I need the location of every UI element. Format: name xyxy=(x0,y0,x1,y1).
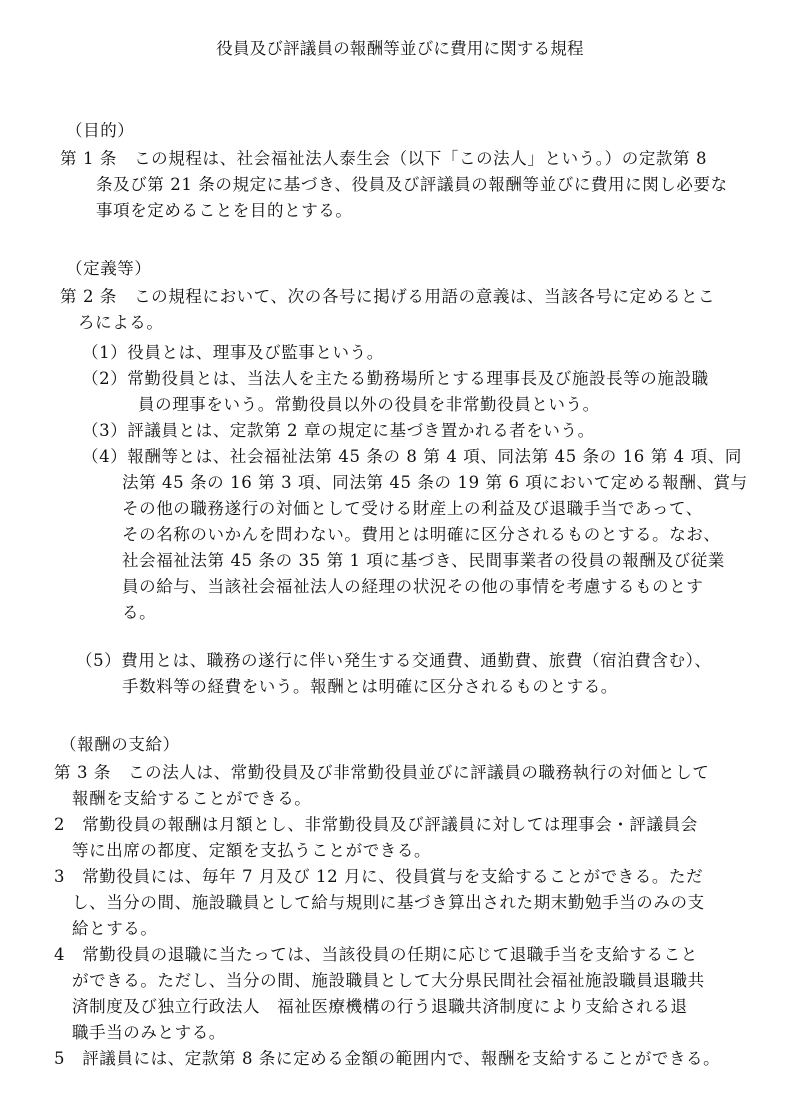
list-item: （3）評議員とは、定款第 2 章の規定に基づき置かれる者をいう。 xyxy=(82,421,595,440)
list-item-continuation: その他の職務遂行の対価として受ける財産上の利益及び退職手当であって、 xyxy=(122,499,703,518)
paragraph-line: 済制度及び独立行政法人 福祉医療機構の行う退職共済制度により支給される退 xyxy=(72,997,688,1016)
article-2-body xyxy=(60,284,715,336)
list-item-continuation: る。 xyxy=(122,603,157,622)
list-item-continuation: 手数料等の経費をいう。報酬とは明確に区分されるものとする。 xyxy=(122,677,618,696)
list-item-continuation: 法第 45 条の 16 第 3 項、同法第 45 条の 19 第 6 項において定める報酬、賞与 xyxy=(122,473,748,492)
article-1-heading: （目的） xyxy=(66,121,135,140)
paragraph-line: 給とする。 xyxy=(72,919,158,938)
list-item-continuation: その名称のいかんを問わない。費用とは明確に区分されるものとする。なお、 xyxy=(122,525,721,544)
paragraph-line: ができる。ただし、当分の間、施設職員として大分県民間社会福祉施設職員退職共 xyxy=(72,971,705,990)
list-item: （4）報酬等とは、社会福祉法第 45 条の 8 第 4 項、同法第 45 条の 16 第 4 項、同 xyxy=(82,447,742,466)
document-title: 役員及び評議員の報酬等並びに費用に関する規程 xyxy=(216,39,584,58)
article-2-item-5 xyxy=(60,648,712,700)
paragraph-line: 条及び第 21 条の規定に基づき、役員及び評議員の報酬等並びに費用に関し必要な xyxy=(96,175,728,194)
paragraph-line: 第 3 条 この法人は、常勤役員及び非常勤役員並びに評議員の職務執行の対価として xyxy=(54,763,710,782)
paragraph-line: 5 評議員には、定款第 8 条に定める金額の範囲内で、報酬を支給することができる。 xyxy=(54,1049,721,1068)
article-2-items-1-4 xyxy=(60,340,748,626)
list-item: （1）役員とは、理事及び監事という。 xyxy=(82,343,384,362)
paragraph-line: 第 2 条 この規程において、次の各号に掲げる用語の意義は、当該各号に定めるとこ xyxy=(60,287,716,306)
paragraph-line: 報酬を支給することができる。 xyxy=(72,789,312,808)
paragraph-line: 2 常勤役員の報酬は月額とし、非常勤役員及び評議員に対しては理事会・評議員会 xyxy=(54,815,698,834)
paragraph-line: 3 常勤役員には、毎年 7 月及び 12 月に、役員賞与を支給することができる。ただ xyxy=(54,867,704,886)
paragraph-line: し、当分の間、施設職員として給与規則に基づき算出された期末勤勉手当のみの支 xyxy=(72,893,705,912)
article-2-heading: （定義等） xyxy=(66,259,152,278)
paragraph-line: 等に出席の都度、定額を支払うことができる。 xyxy=(72,841,432,860)
article-3-heading: （報酬の支給） xyxy=(60,735,180,754)
list-item-continuation: 員の給与、当該社会福祉法人の経理の状況その他の事情を考慮するものとす xyxy=(122,577,704,596)
article-3-body xyxy=(54,760,720,1072)
paragraph-line: ろによる。 xyxy=(78,313,164,332)
paragraph-line: 職手当のみとする。 xyxy=(72,1023,226,1042)
list-item-continuation: 員の理事をいう。常勤役員以外の役員を非常勤役員という。 xyxy=(138,395,600,414)
article-1-body xyxy=(60,146,728,224)
paragraph-line: 事項を定めることを目的とする。 xyxy=(96,201,353,220)
list-item-continuation: 社会福祉法第 45 条の 35 第 1 項に基づき、民間事業者の役員の報酬及び従業 xyxy=(122,551,725,570)
paragraph-line: 4 常勤役員の退職に当たっては、当該役員の任期に応じて退職手当を支給すること xyxy=(54,945,698,964)
paragraph-line: 第 1 条 この規程は、社会福祉法人泰生会（以下「この法人」という。）の定款第 8 xyxy=(60,149,708,168)
list-item: （5）費用とは、職務の遂行に伴い発生する交通費、通勤費、旅費（宿泊費含む）、 xyxy=(76,651,712,670)
list-item: （2）常勤役員とは、当法人を主たる勤務場所とする理事長及び施設長等の施設職 xyxy=(82,369,709,388)
